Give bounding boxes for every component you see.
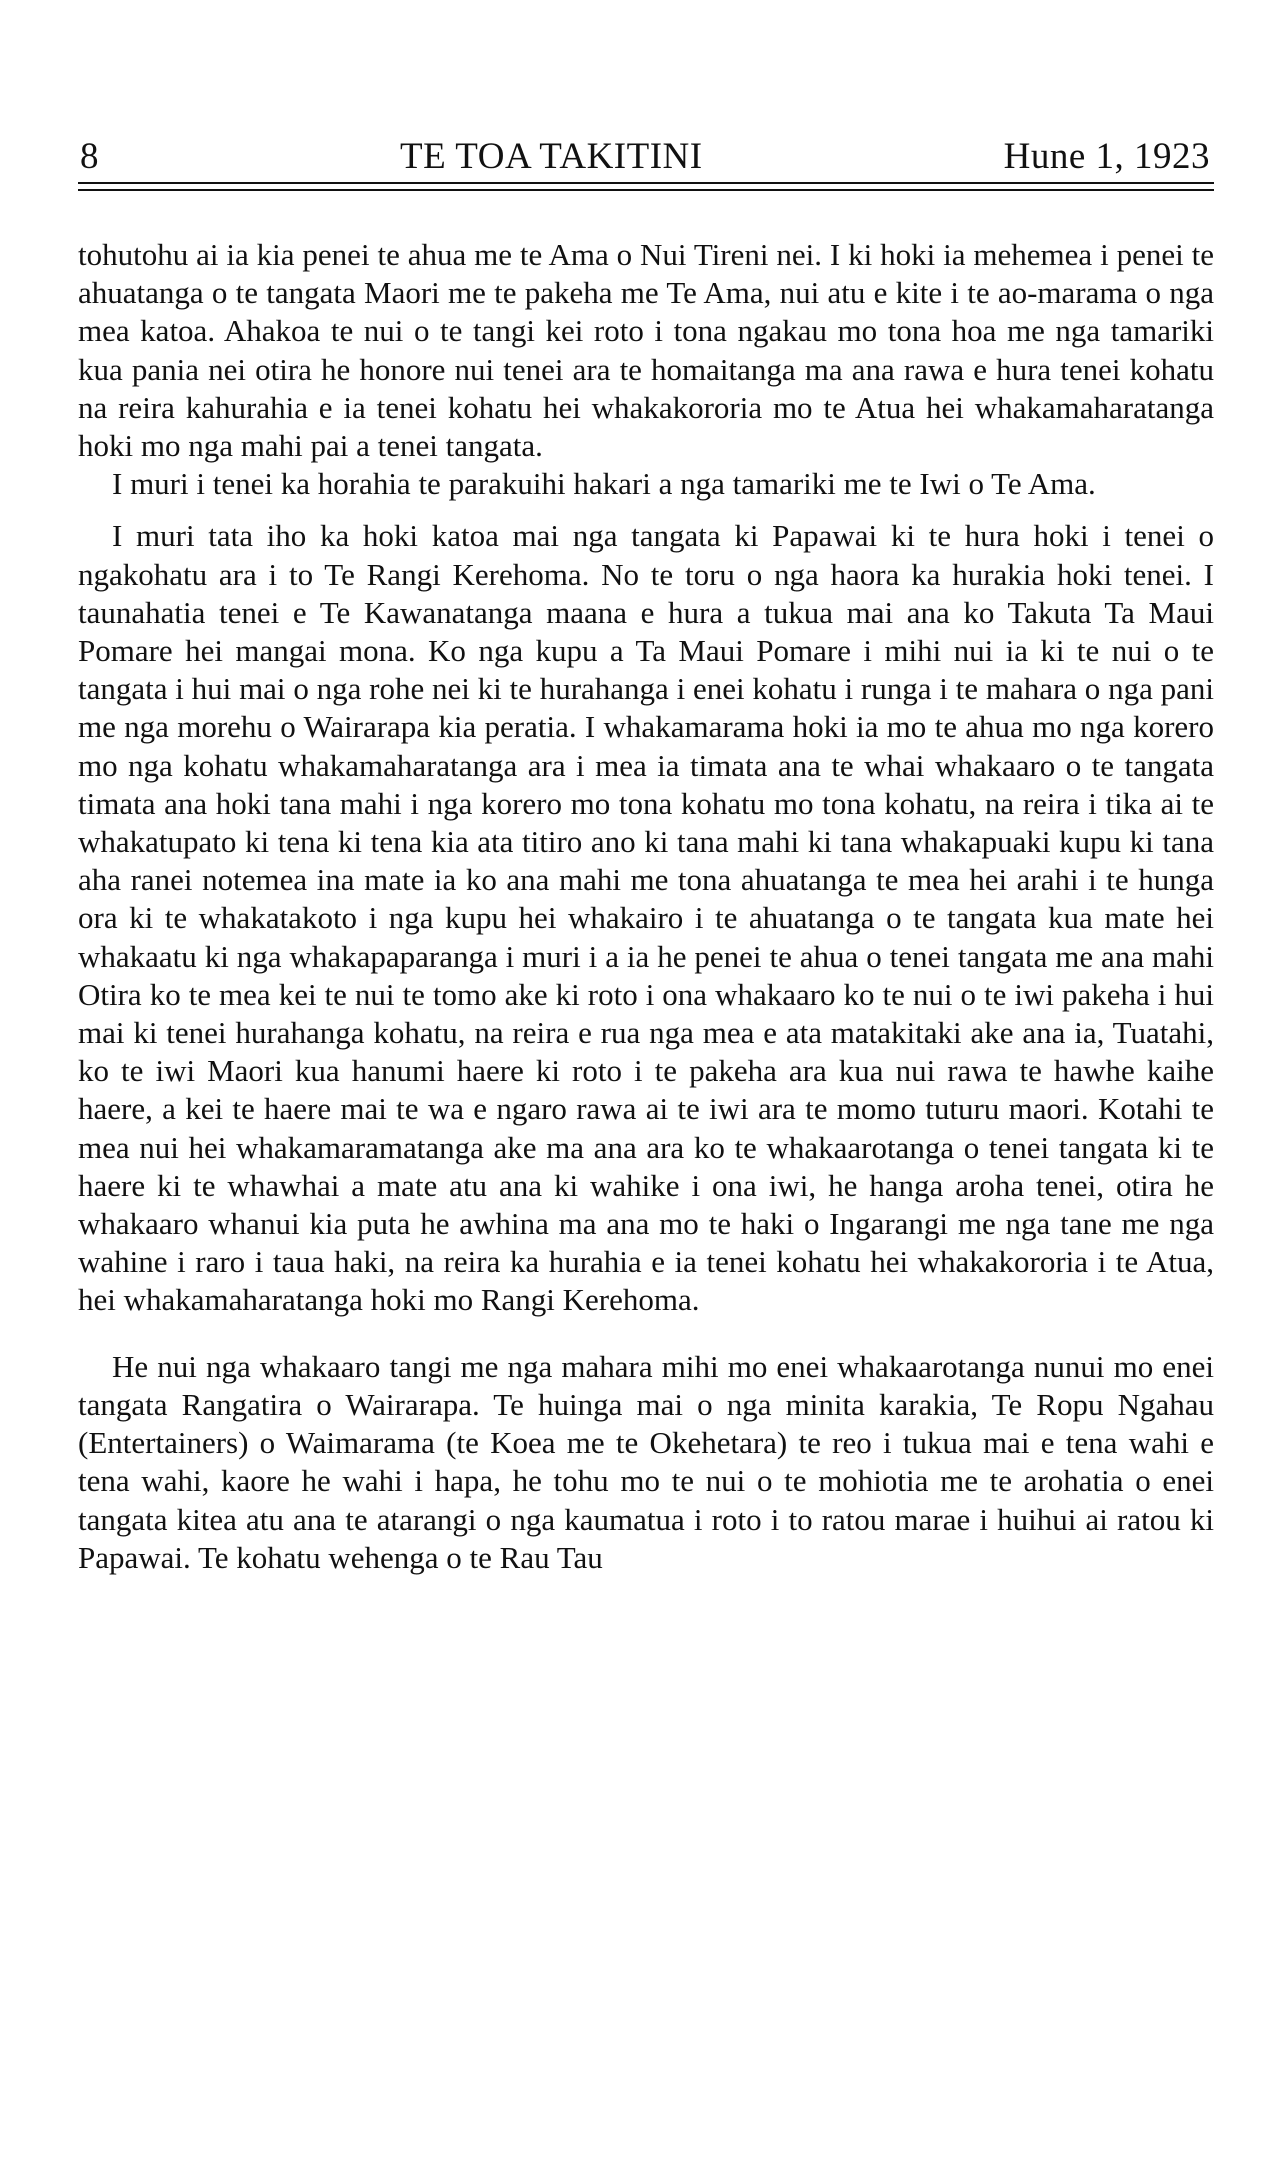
paragraph-1: tohutohu ai ia kia penei te ahua me te Ama o Nui Tireni nei. I ki hoki ia mehemea i penei te ahuatanga o te tangata Maori me te pakeha me Te Ama, nui atu e kite i te ao-marama o nga mea katoa. Ahakoa te nui o te tangi kei roto i tona ngakau mo tona hoa me nga tamariki kua pania nei otira he honore nui tenei ara te homaitanga ma ana rawa e hura tenei kohatu na reira kahurahia e ia tenei kohatu hei whakakororia mo te Atua hei whakamaharatanga hoki mo nga mahi pai a tenei tangata.	[78, 237, 1214, 464]
header-rule-bottom	[78, 189, 1214, 191]
paragraph-3: I muri tata iho ka hoki katoa mai nga tangata ki Papawai ki te hura hoki i tenei o ngakohatu ara i to Te Rangi Kerehoma. No te toru o nga haora ka hurakia hoki tenei. I taunahatia tenei e Te Kawanatanga maana e hura a tukua mai ana ko Takuta Ta Maui Pomare hei mangai mona. Ko nga kupu a Ta Maui Pomare i mihi nui ia ki te nui o te tangata i hui mai o nga rohe nei ki te hurahanga i enei kohatu i runga i te mahara o nga pani me nga morehu o Wairarapa kia peratia. I whakamarama hoki ia mo te ahua mo nga korero mo nga kohatu whakamaharatanga ara i mea ia timata ana te whai whakaaro o te tangata timata ana hoki tana mahi i nga korero mo tona kohatu mo tona kohatu, na reira i tika ai te whakatupato ki tena ki tena kia ata titiro ano ki tana mahi ki tana whakapuaki kupu ki tana aha ranei notemea ina mate ia ko ana mahi me tona ahuatanga te mea hei arahi i te hunga ora ki te whakatakoto i nga kupu hei whakairo i te ahuatanga o te tangata kua mate hei whakaatu ki nga whakapaparanga i muri i a ia he penei te ahua o tenei tangata me ana mahi Otira ko te mea kei te nui te tomo ake ki roto i ona whakaaro ko te nui o te iwi pakeha i hui mai ki tenei hurahanga kohatu, na reira e rua nga mea e ata matakitaki ake ana ia, Tuatahi, ko te iwi Maori kua hanumi haere ki roto i te pakeha ara kua nui rawa te hawhe kaihe haere, a kei te haere mai te wa e ngaro rawa ai te iwi ara te momo tuturu maori. Kotahi te mea nui hei whakamaramatanga ake ma ana ara ko te whakaarotanga o tenei tangata ki te haere ki te whawhai a mate atu ana ki wahike i ona iwi, he hanga aroha tenei, otira he whakaaro whanui kia puta he awhina ma ana mo te haki o Ingarangi me nga tane me nga wahine i raro i taua haki, na reira ka hurahia e ia tenei kohatu hei whakakororia i te Atua, hei whakamaharatanga hoki mo Rangi Kerehoma.	[78, 518, 1214, 1318]
article-body	[78, 236, 1214, 1577]
paragraph-2: I muri i tenei ka horahia te parakuihi hakari a nga tamariki me te Iwi o Te Ama.	[112, 466, 1096, 502]
publication-title: TE TOA TAKITINI	[400, 136, 703, 177]
page-header	[80, 135, 1210, 178]
issue-date: Hune 1, 1923	[1003, 136, 1210, 177]
page-number: 8	[80, 136, 99, 177]
paragraph-4: He nui nga whakaaro tangi me nga mahara mihi mo enei whakaarotanga nunui mo enei tangata Rangatira o Wairarapa. Te huinga mai o nga minita karakia, Te Ropu Ngahau (Entertainers) o Waimarama (te Koea me te Okehetara) te reo i tukua mai e tena wahi e tena wahi, kaore he wahi i hapa, he tohu mo te nui o te mohiotia me te arohatia o enei tangata kitea atu ana te atarangi o nga kaumatua i roto i to ratou marae i huihui ai ratou ki Papawai. Te kohatu wehenga o te Rau Tau	[78, 1348, 1214, 1575]
header-rule-top	[78, 182, 1214, 184]
